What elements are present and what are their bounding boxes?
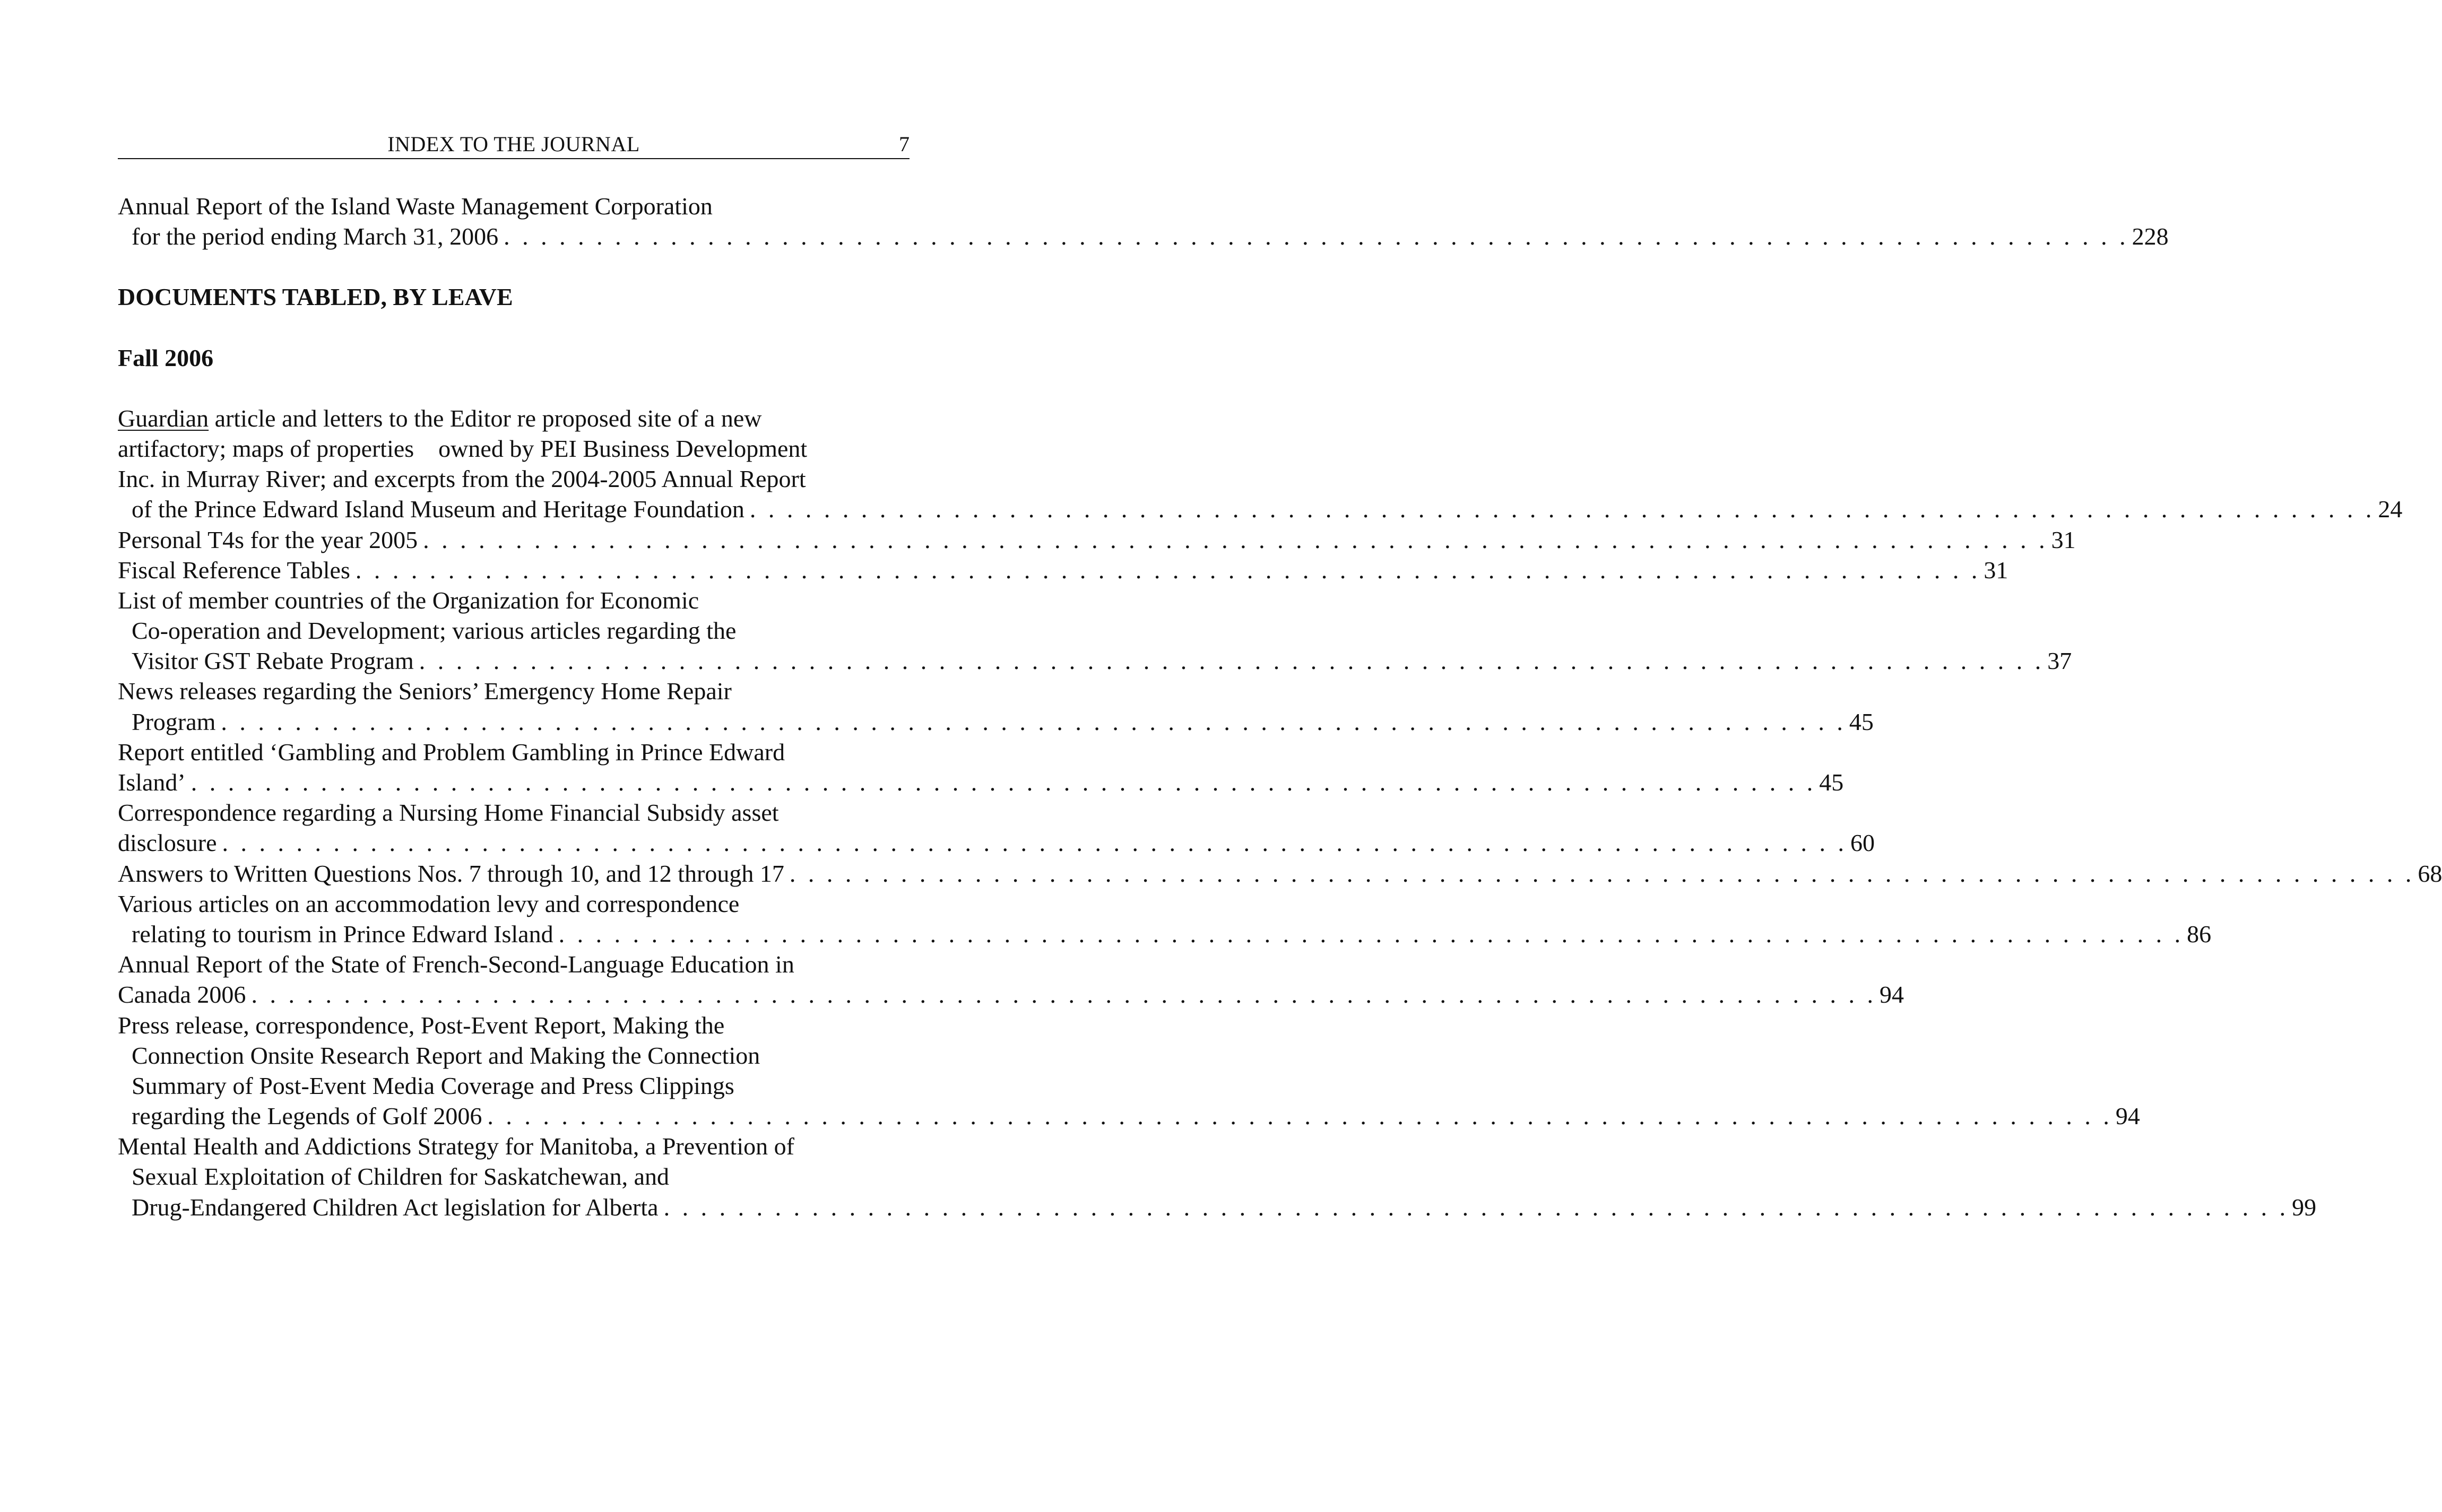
entry-line: List of member countries of the Organization for Economic: [118, 586, 699, 614]
dot-leader: . . . . . . . . . . . . . . . . . . . . . . . . . . . . . . . . . . . . . . . . . . . . . . . . . . . . . . . . . . . . . . . . . . . . . . . . . . . . . . . . . . . . . . . .: [789, 859, 2415, 887]
entry-page-number: 31: [2051, 526, 2076, 553]
header-page-number: 7: [899, 132, 910, 156]
entry-leader-line: [118, 707, 1874, 737]
entry-line: News releases regarding the Seniors’ Emergency Home Repair: [118, 677, 732, 705]
dot-leader: . . . . . . . . . . . . . . . . . . . . . . . . . . . . . . . . . . . . . . . . . . . . . . . . . . . . . . . . . . . . . . . . . . . . . . . . . . . . . . . . . . . . . . . .: [355, 556, 1981, 584]
index-entry: [118, 191, 2169, 251]
header-title: INDEX TO THE JOURNAL: [387, 132, 640, 156]
index-entry: [118, 1010, 2140, 1132]
entry-line: for the period ending March 31, 2006: [132, 223, 499, 250]
entry-page-number: 31: [1984, 556, 2008, 584]
entry-line: Island’: [118, 769, 186, 796]
entry-page-number: 94: [1879, 981, 1904, 1009]
entry-line: Correspondence regarding a Nursing Home Financial Subsidy asset: [118, 799, 779, 827]
entry-line: disclosure: [118, 829, 217, 857]
dot-leader: . . . . . . . . . . . . . . . . . . . . . . . . . . . . . . . . . . . . . . . . . . . . . . . . . . . . . . . . . . . . . . . . . . . . . . . . . . . . . . . . . . . . . . . .: [251, 981, 1876, 1009]
entry-leader-line: [118, 767, 1844, 797]
index-entry: [118, 949, 1904, 1010]
entry-leader-line: [118, 1192, 2317, 1222]
entry-line: [118, 403, 910, 433]
dot-leader: . . . . . . . . . . . . . . . . . . . . . . . . . . . . . . . . . . . . . . . . . . . . . . . . . . . . . . . . . . . . . . . . . . . . . . . . . . . . . . . . . . . . . . . .: [504, 223, 2129, 250]
entry-line: Sexual Exploitation of Children for Saskatchewan, and: [132, 1163, 670, 1191]
entry-leader-line: [118, 525, 2076, 555]
entry-line: Summary of Post-Event Media Coverage and Press Clippings: [132, 1072, 734, 1099]
entry-page-number: 99: [2292, 1193, 2317, 1221]
entry-page-number: 45: [1819, 769, 1844, 796]
dot-leader: . . . . . . . . . . . . . . . . . . . . . . . . . . . . . . . . . . . . . . . . . . . . . . . . . . . . . . . . . . . . . . . . . . . . . . . . . . . . . . . . . . . . . . . .: [190, 769, 1816, 796]
index-content: [118, 191, 2442, 1222]
entry-line: Mental Health and Addictions Strategy for Manitoba, a Prevention of: [118, 1133, 794, 1160]
entry-line: Various articles on an accommodation levy and correspondence: [118, 890, 740, 917]
entry-line: Fiscal Reference Tables: [118, 556, 350, 584]
entry-line: Program: [132, 708, 216, 735]
entry-leader-line: [118, 494, 2403, 524]
entry-line: Co-operation and Development; various articles regarding the: [132, 617, 737, 645]
dot-leader: . . . . . . . . . . . . . . . . . . . . . . . . . . . . . . . . . . . . . . . . . . . . . . . . . . . . . . . . . . . . . . . . . . . . . . . . . . . . . . . . . . . . . . . .: [749, 496, 2375, 523]
index-entry: [118, 858, 2442, 889]
entry-line: artifactory; maps of properties owned by PEI Business Development: [118, 435, 808, 462]
dot-leader: . . . . . . . . . . . . . . . . . . . . . . . . . . . . . . . . . . . . . . . . . . . . . . . . . . . . . . . . . . . . . . . . . . . . . . . . . . . . . . . . . . . . . . . .: [558, 920, 2184, 948]
index-entry: [118, 403, 2403, 525]
entry-line: Drug-Endangered Children Act legislation for Alberta: [132, 1193, 659, 1221]
entry-line: regarding the Legends of Golf 2006: [132, 1102, 482, 1130]
entry-page-number: 60: [1850, 829, 1875, 857]
entry-leader-line: [118, 828, 1875, 858]
underlined-publication: Guardian: [118, 404, 209, 432]
dot-leader: . . . . . . . . . . . . . . . . . . . . . . . . . . . . . . . . . . . . . . . . . . . . . . . . . . . . . . . . . . . . . . . . . . . . . . . . . . . . . . . . . . . . . . . .: [423, 526, 2048, 553]
entry-leader-line: [118, 555, 2008, 585]
entry-line: Connection Onsite Research Report and Making the Connection: [132, 1041, 760, 1069]
entry-leader-line: [118, 979, 1904, 1010]
entry-page-number: 86: [2187, 920, 2212, 948]
index-entry: [118, 525, 2076, 555]
entry-line: of the Prince Edward Island Museum and Heritage Foundation: [132, 496, 744, 523]
entry-page-number: 94: [2115, 1102, 2140, 1130]
index-entry: [118, 676, 1874, 736]
dot-leader: . . . . . . . . . . . . . . . . . . . . . . . . . . . . . . . . . . . . . . . . . . . . . . . . . . . . . . . . . . . . . . . . . . . . . . . . . . . . . . . . . . . . . . . .: [221, 708, 1846, 735]
entry-page-number: 37: [2047, 647, 2072, 675]
index-entry: [118, 585, 2072, 676]
index-entry: [118, 797, 1875, 858]
running-header: [118, 131, 910, 159]
dot-leader: . . . . . . . . . . . . . . . . . . . . . . . . . . . . . . . . . . . . . . . . . . . . . . . . . . . . . . . . . . . . . . . . . . . . . . . . . . . . . . . . . . . . . . . .: [663, 1193, 2289, 1221]
entry-line: Answers to Written Questions Nos. 7 through 10, and 12 through 17: [118, 859, 784, 887]
entry-leader-line: [118, 1101, 2140, 1131]
entry-leader-line: [118, 919, 2212, 949]
entry-line: Press release, correspondence, Post-Event Report, Making the: [118, 1011, 725, 1039]
entry-line: Report entitled ‘Gambling and Problem Gambling in Prince Edward: [118, 738, 785, 766]
entry-line: Canada 2006: [118, 981, 246, 1009]
entry-leader-line: [118, 646, 2072, 676]
entry-line: Inc. in Murray River; and excerpts from the 2004-2005 Annual Report: [118, 465, 806, 493]
entry-line: Personal T4s for the year 2005: [118, 526, 418, 553]
dot-leader: . . . . . . . . . . . . . . . . . . . . . . . . . . . . . . . . . . . . . . . . . . . . . . . . . . . . . . . . . . . . . . . . . . . . . . . . . . . . . . . . . . . . . . . .: [222, 829, 1848, 857]
entry-leader-line: [118, 221, 2169, 251]
index-entry: [118, 1131, 2317, 1222]
section-subheading: Fall 2006: [118, 344, 214, 371]
section-heading: DOCUMENTS TABLED, BY LEAVE: [118, 283, 513, 311]
entry-page-number: 24: [2378, 496, 2403, 523]
entry-line: Visitor GST Rebate Program: [132, 647, 414, 675]
entry-page-number: 45: [1849, 708, 1874, 735]
entry-page-number: 228: [2132, 223, 2169, 250]
index-entry: [118, 737, 1844, 797]
entry-line: Annual Report of the State of French-Second-Language Education in: [118, 951, 794, 978]
entry-line: relating to tourism in Prince Edward Island: [132, 920, 553, 948]
index-entry: [118, 889, 2212, 949]
entry-line: Annual Report of the Island Waste Management Corporation: [118, 193, 713, 220]
index-entry: [118, 555, 2008, 585]
entry-page-number: 68: [2418, 859, 2442, 887]
entry-text: article and letters to the Editor re proposed site of a new: [209, 404, 762, 432]
dot-leader: . . . . . . . . . . . . . . . . . . . . . . . . . . . . . . . . . . . . . . . . . . . . . . . . . . . . . . . . . . . . . . . . . . . . . . . . . . . . . . . . . . . . . . . .: [419, 647, 2045, 675]
entry-leader-line: [118, 858, 2442, 889]
dot-leader: . . . . . . . . . . . . . . . . . . . . . . . . . . . . . . . . . . . . . . . . . . . . . . . . . . . . . . . . . . . . . . . . . . . . . . . . . . . . . . . . . . . . . . . .: [487, 1102, 2112, 1130]
